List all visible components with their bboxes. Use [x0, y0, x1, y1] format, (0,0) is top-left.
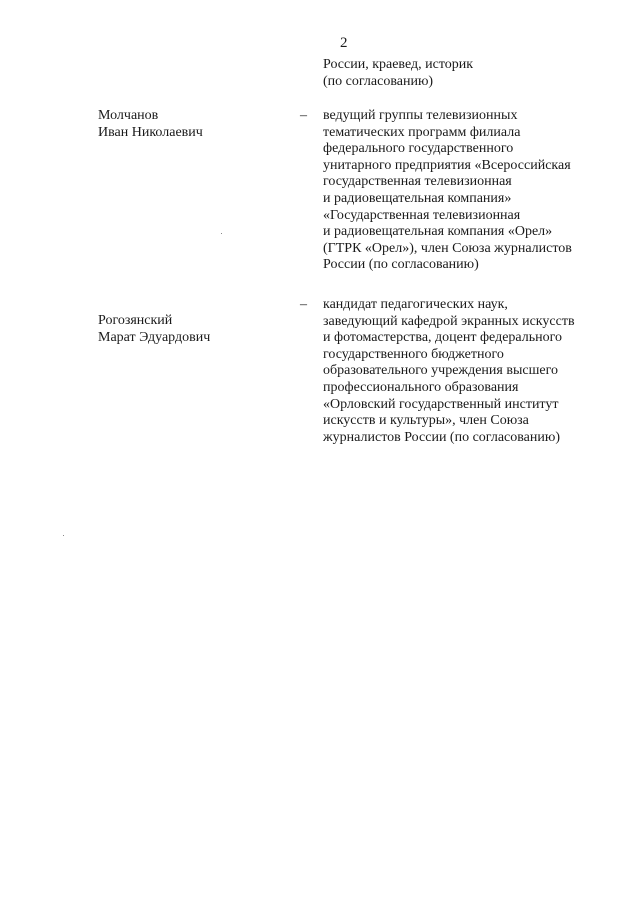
description-line: журналистов России (по согласованию)	[323, 429, 560, 445]
member-given-names: Марат Эдуардович	[98, 329, 211, 345]
description-line: образовательного учреждения высшего	[323, 363, 558, 379]
description-line: (по согласованию)	[323, 73, 434, 89]
member-surname: Рогозянский	[98, 313, 173, 328]
description-line: заведующий кафедрой экранных искусств	[323, 313, 575, 329]
description-line: и фотомастерства, доцент федерального	[323, 330, 563, 346]
description-line: искусств и культуры», член Союза	[323, 413, 529, 429]
description-line: России, краевед, историк	[323, 57, 474, 72]
description-line: «Орловский государственный институт	[323, 396, 559, 412]
dash-separator: –	[300, 297, 307, 312]
description-line: федерального государственного	[323, 141, 514, 157]
description-line: России (по согласованию)	[323, 257, 479, 273]
member-description	[323, 297, 623, 446]
description-line: тематических программ филиала	[323, 124, 521, 140]
description-line: ведущий группы телевизионных	[323, 108, 518, 123]
continued-description	[323, 57, 623, 90]
member-name	[98, 313, 210, 346]
dash-separator: –	[300, 108, 307, 123]
scan-speck	[63, 535, 64, 536]
page-number: 2	[340, 35, 348, 51]
description-line: «Государственная телевизионная	[323, 207, 521, 223]
description-line: государственного бюджетного	[323, 346, 504, 362]
member-given-names: Иван Николаевич	[98, 124, 203, 140]
member-description	[323, 108, 623, 274]
description-line: кандидат педагогических наук,	[323, 297, 508, 312]
description-line: государственная телевизионная	[323, 174, 512, 190]
description-line: и радиовещательная компания»	[323, 190, 512, 206]
description-line: унитарного предприятия «Всероссийская	[323, 157, 571, 173]
member-name	[98, 108, 203, 141]
scan-speck	[221, 233, 222, 234]
description-line: и радиовещательная компания «Орел»	[323, 224, 553, 240]
description-line: профессионального образования	[323, 379, 519, 395]
member-surname: Молчанов	[98, 108, 159, 123]
description-line: (ГТРК «Орел»), член Союза журналистов	[323, 240, 572, 256]
